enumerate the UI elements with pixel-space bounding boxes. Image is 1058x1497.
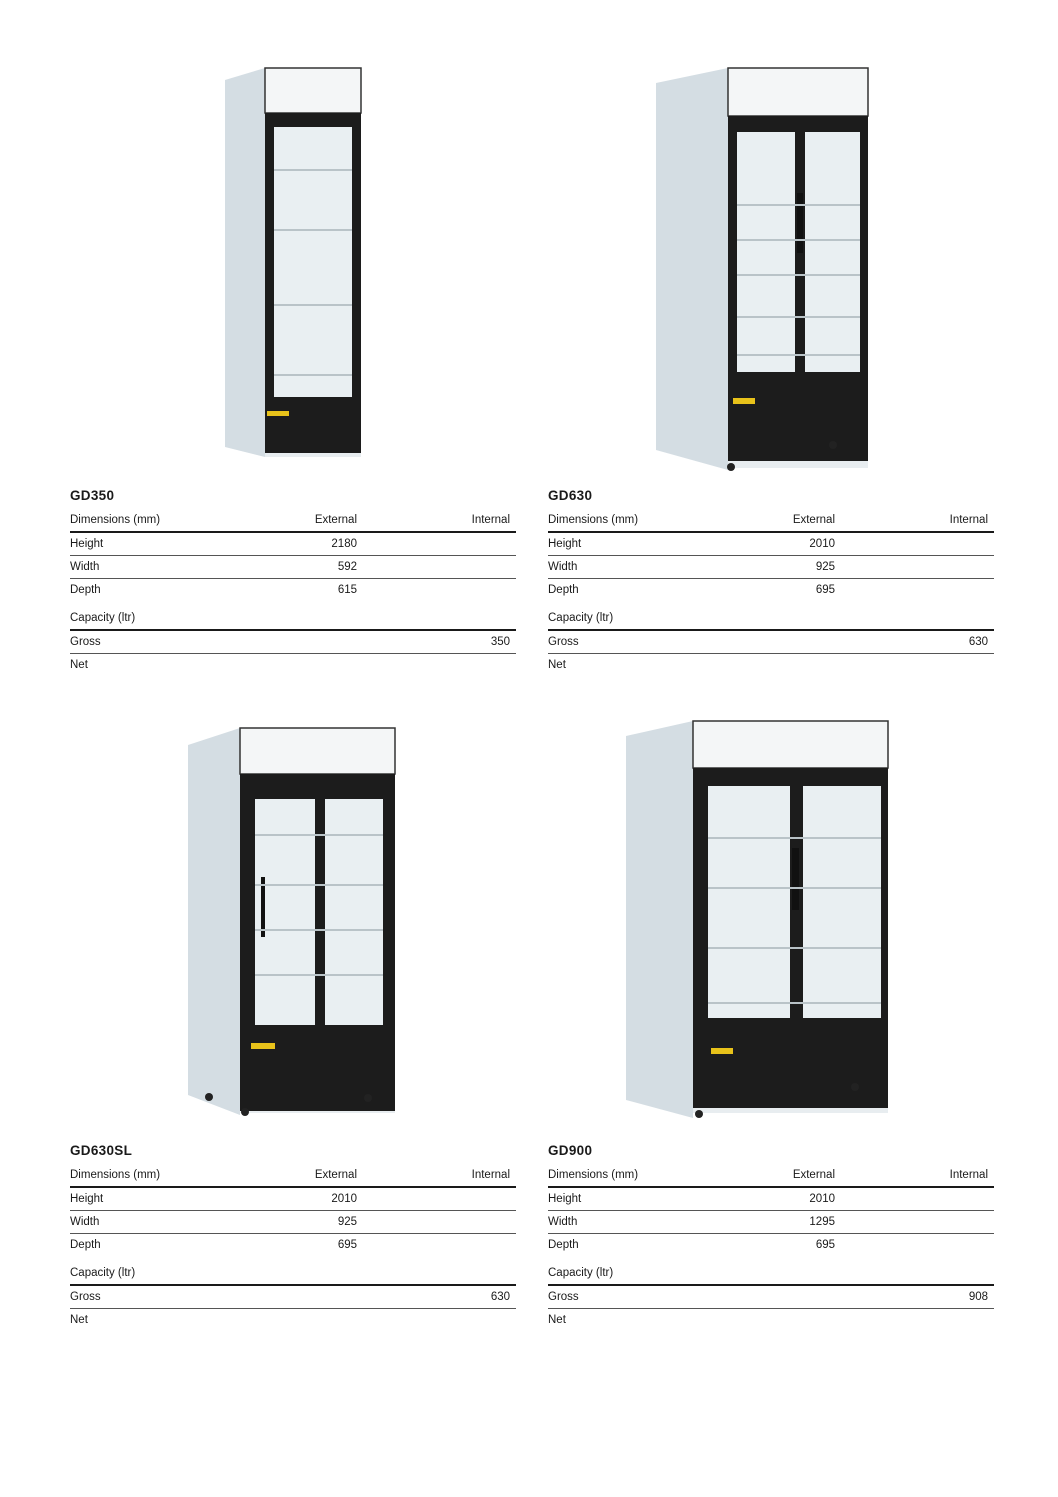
net-row: Net: [548, 659, 566, 671]
depth-row: Depth 695: [548, 584, 835, 596]
dimensions-header: Dimensions (mm) External Internal: [70, 509, 516, 533]
net-row: Net: [548, 1314, 566, 1326]
height-row: Height 2180: [70, 533, 516, 556]
gross-row: Gross 630: [548, 631, 994, 654]
fridge-image: [220, 65, 435, 465]
width-row: Width 592: [70, 556, 516, 579]
spec-table: [70, 487, 516, 676]
model-name: GD350: [70, 488, 115, 503]
gross-row: Gross 350: [70, 631, 516, 654]
depth-row: Depth 695: [548, 1239, 835, 1251]
width-row: Width 925: [548, 556, 994, 579]
dimensions-header: Dimensions (mm) External Internal: [548, 1164, 994, 1188]
depth-row: Depth 695: [70, 1239, 357, 1251]
net-row: Net: [70, 659, 88, 671]
capacity-header: Capacity (ltr): [70, 607, 516, 631]
spec-table: [548, 487, 994, 676]
model-name: GD900: [548, 1143, 593, 1158]
fridge-image: [623, 718, 893, 1123]
height-row: Height 2010: [548, 533, 994, 556]
height-row: Height 2010: [70, 1188, 516, 1211]
spec-table: [70, 1142, 516, 1331]
model-name: GD630SL: [70, 1143, 133, 1158]
fridge-image: [653, 65, 878, 475]
dimensions-header: Dimensions (mm) External Internal: [548, 509, 994, 533]
net-row: Net: [70, 1314, 88, 1326]
fridge-image: [185, 725, 400, 1120]
gross-row: Gross 630: [70, 1286, 516, 1309]
capacity-header: Capacity (ltr): [70, 1262, 516, 1286]
capacity-header: Capacity (ltr): [548, 1262, 994, 1286]
height-row: Height 2010: [548, 1188, 994, 1211]
dimensions-header: Dimensions (mm) External Internal: [70, 1164, 516, 1188]
width-row: Width 1295: [548, 1211, 994, 1234]
model-name: GD630: [548, 488, 593, 503]
gross-row: Gross 908: [548, 1286, 994, 1309]
capacity-header: Capacity (ltr): [548, 607, 994, 631]
depth-row: Depth 615: [70, 584, 357, 596]
spec-table: [548, 1142, 994, 1331]
width-row: Width 925: [70, 1211, 516, 1234]
